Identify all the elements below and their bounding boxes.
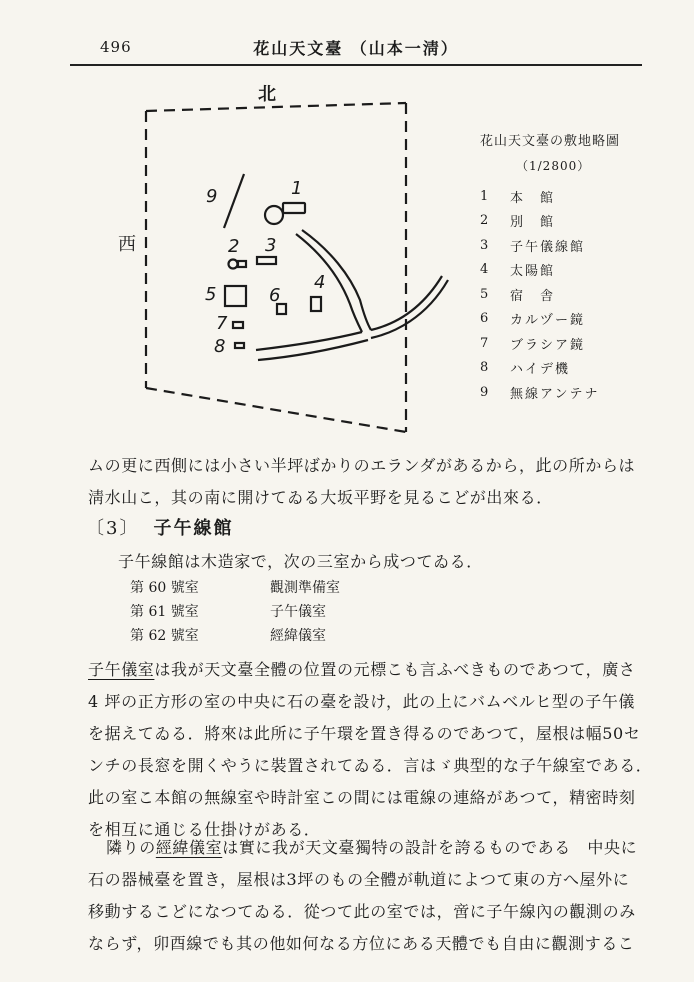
running-title: 花山天文臺 （山本一淸）	[253, 39, 459, 58]
boundary-bottom	[146, 388, 406, 432]
room-number: 第 61 號室	[130, 604, 199, 620]
road-lower-a	[256, 332, 362, 350]
paragraph-veranda	[88, 450, 649, 514]
legend-list	[478, 184, 678, 405]
text-line: を相互に通じる仕掛けがある．	[88, 820, 321, 839]
legend-item-number: 8	[480, 360, 489, 376]
legend-item	[478, 184, 678, 209]
legend-item	[478, 331, 678, 356]
legend-item	[478, 209, 678, 234]
building-2	[229, 260, 238, 269]
page-number: 496	[100, 38, 132, 56]
text-line: 隣りの經緯儀室は實に我が天文臺獨特の設計を誇るものである 中央に	[106, 838, 638, 857]
legend-item	[478, 307, 678, 332]
legend-item-number: 3	[480, 237, 489, 253]
west-label: 西	[118, 234, 136, 255]
legend-item-name: 別 館	[510, 215, 556, 231]
text-line: 淸水山こ，其の南に開けてゐる大坂平野を見るこどが出來る．	[88, 488, 553, 507]
text-line: 石の器械臺を置き，屋根は3坪のもの全體が軌道によつて東の方へ屋外に	[88, 870, 630, 889]
north-label: 北	[258, 84, 276, 105]
legend-item	[478, 380, 678, 405]
road-upper-a	[302, 230, 371, 330]
text-line: ならず，卯酉線でも其の他如何なる方位にある天體でも自由に觀測するこ	[88, 934, 635, 953]
room-number: 第 62 號室	[130, 628, 199, 644]
room-row	[130, 624, 340, 648]
legend-item-number: 4	[480, 262, 489, 278]
building-7	[233, 322, 243, 328]
building-4	[311, 297, 321, 311]
room-row	[130, 576, 340, 600]
building-2-wing	[238, 261, 246, 267]
room-list	[130, 576, 340, 648]
building-3	[257, 257, 276, 264]
legend-item-number: 1	[480, 188, 489, 204]
building-label-1: 1	[291, 178, 303, 199]
room-name: 觀測準備室	[270, 580, 340, 596]
legend-item-name: 無線アンテナ	[510, 386, 600, 402]
section-heading	[86, 514, 233, 540]
text-line: ンチの長窓を開くやうに裝置されてゐる．言はゞ典型的な子午線室である．	[88, 756, 653, 775]
paragraph-intro	[118, 546, 649, 578]
legend-item-number: 5	[480, 286, 489, 302]
text-line: 4 坪の正方形の室の中央に石の臺を設け，此の上にバムベルヒ型の子午儀	[88, 692, 636, 711]
room-row	[130, 600, 340, 624]
legend-item-number: 6	[480, 311, 489, 327]
building-label-6: 6	[269, 285, 281, 306]
legend-item	[478, 258, 678, 283]
building-label-2: 2	[228, 236, 240, 257]
legend-item-number: 9	[480, 384, 489, 400]
text-line: 子午儀室は我が天文臺全體の位置の元標こも言ふべきものであつて，廣さ	[88, 660, 636, 679]
room-name: 經緯儀室	[270, 628, 326, 644]
legend-item-name: 太陽館	[510, 264, 556, 280]
legend-item	[478, 356, 678, 381]
building-label-8: 8	[214, 336, 226, 357]
term-meridian-room: 子午儀室	[88, 660, 155, 679]
term-theodolite-room: 經緯儀室	[155, 838, 223, 857]
building-1-wing	[283, 203, 305, 213]
legend-item-number: 7	[480, 335, 489, 351]
paragraph-meridian-room	[88, 654, 653, 846]
building-label-9: 9	[206, 186, 218, 207]
map-legend	[478, 130, 678, 405]
legend-item-name: 子午儀線館	[510, 239, 586, 255]
section-title: 子午線館	[153, 518, 234, 539]
legend-item	[478, 233, 678, 258]
building-label-4: 4	[314, 272, 326, 293]
building-8	[235, 343, 244, 348]
text-line: 移動するこどになつてゐる．從つて此の室では，啻に子午線內の觀測のみ	[88, 902, 636, 921]
building-label-3: 3	[265, 235, 277, 256]
legend-title: 花山天文臺の敷地略圖	[480, 134, 621, 149]
legend-item-name: カルヅー鏡	[510, 313, 586, 329]
section-number: 〔3〕	[86, 518, 140, 539]
boundary-top	[146, 103, 406, 111]
text-line: を据えてゐる．將來は此所に子午環を置き得るのであつて，屋根は幅50セ	[88, 724, 641, 743]
building-1-dome	[265, 206, 283, 224]
building-5	[225, 286, 246, 306]
building-label-7: 7	[216, 313, 228, 334]
text-line: ムの更に西側には小さい半坪ばかりのエランダがあるから，此の所からは	[88, 456, 636, 475]
antenna-line	[224, 174, 244, 228]
legend-item	[478, 282, 678, 307]
legend-item-name: 宿 舎	[510, 288, 556, 304]
road-right-b	[371, 280, 448, 338]
room-number: 第 60 號室	[130, 580, 199, 596]
text-line: 此の室こ本館の無線室や時計室この間には電線の連絡があつて，精密時刻	[88, 788, 636, 807]
legend-item-name: 本 館	[510, 190, 556, 206]
text-line: 子午線館は木造家で，次の三室から成つてゐる．	[118, 552, 483, 571]
legend-scale: （1/2800）	[516, 159, 591, 173]
building-label-5: 5	[205, 284, 217, 305]
legend-item-name: ハイデ機	[510, 362, 571, 378]
legend-item-number: 2	[480, 213, 489, 229]
room-name: 子午儀室	[270, 604, 326, 620]
legend-item-name: ブラシア鏡	[510, 337, 586, 353]
paragraph-theodolite-room	[88, 832, 649, 960]
